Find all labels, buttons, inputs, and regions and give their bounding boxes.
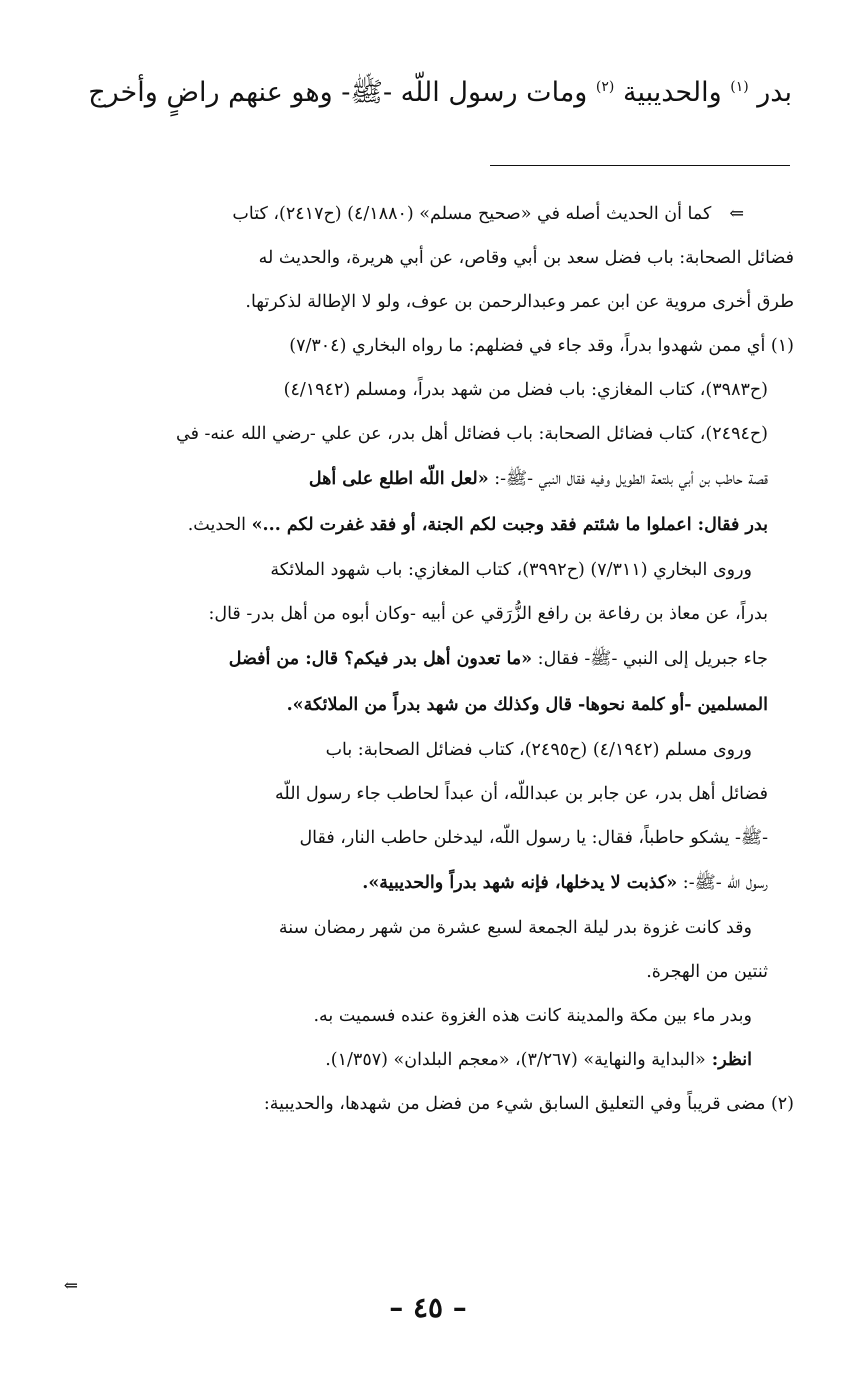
- footnote-line: فضائل الصحابة: باب فضل سعد بن أبي وقاص، عن أبي هريرة، والحديث له: [258, 248, 794, 268]
- footnote-line: بدر فقال: اعملوا ما شئتم فقد وجبت لكم الجنة، أو فقد غفرت لكم ...» الحديث.: [187, 515, 768, 535]
- footnote-line: رسول اللّه -ﷺ-: «كذبت لا يدخلها، فإنه شهد بدراً والحديبية».: [362, 873, 768, 893]
- footnote-line: ثنتين من الهجرة.: [646, 962, 768, 982]
- footnote-1-start: (١) أي ممن شهدوا بدراً، وقد جاء في فضلهم: ما رواه البخاري (٧/٣٠٤): [289, 336, 794, 356]
- hadith-quote: «لعل اللّه اطلع على أهل: [308, 469, 489, 489]
- footnote-separator: [490, 165, 790, 166]
- footnote-line: انظر: «البداية والنهاية» (٣/٢٦٧)، «معجم البلدان» (١/٣٥٧).: [325, 1050, 752, 1070]
- page-number: – ٤٥ –: [389, 1291, 467, 1324]
- footnote-line: قصة حاطب بن أبي بلتعة الطويل وفيه فقال النبي -ﷺ-: «لعل اللّه اطلع على أهل: [308, 469, 768, 489]
- footnote-line: وقد كانت غزوة بدر ليلة الجمعة لسبع عشرة من شهر رمضان سنة: [278, 918, 752, 938]
- hadith-quote: بدر فقال: اعملوا ما شئتم فقد وجبت لكم الجنة، أو فقد غفرت لكم ...»: [251, 515, 768, 535]
- footnote-line: بدراً، عن معاذ بن رفاعة بن رافع الزُّرَقي عن أبيه -وكان أبوه من أهل بدر- قال:: [208, 604, 768, 624]
- main-text: بدر $^{(١)}$ والحديبية $^{(٢)}$ ومات رسول اللّه -ﷺ- وهو عنهم راضٍ وأخرج: [88, 77, 792, 108]
- footnote-line: (ح٣٩٨٣)، كتاب المغازي: باب فضل من شهد بدراً، ومسلم (٤/١٩٤٢): [283, 380, 768, 400]
- hadith-quote: «كذبت لا يدخلها، فإنه شهد بدراً والحديبية».: [362, 873, 678, 893]
- footnote-marker: (١): [730, 79, 749, 95]
- continuation-arrow-icon: ⇐: [63, 1276, 78, 1296]
- see-label: انظر:: [705, 1050, 752, 1070]
- footnote-2-start: (٢) مضى قريباً وفي التعليق السابق شيء من فضل من شهدها، والحديبية:: [263, 1094, 794, 1114]
- footnote-marker: (٢): [595, 79, 615, 95]
- footnote-line: فضائل أهل بدر، عن جابر بن عبداللّه، أن عبداً لحاطب جاء رسول اللّه: [275, 784, 768, 804]
- footnote-line: وروى البخاري (٧/٣١١) (ح٣٩٩٢)، كتاب المغازي: باب شهود الملائكة: [270, 560, 752, 580]
- footnote-line: وروى مسلم (٤/١٩٤٢) (ح٢٤٩٥)، كتاب فضائل الصحابة: باب: [325, 740, 752, 760]
- footnote-line: وبدر ماء بين مكة والمدينة كانت هذه الغزوة عنده فسميت به.: [313, 1006, 752, 1026]
- footnote-line: ⇐كما أن الحديث أصله في «صحيح مسلم» (٤/١٨٨٠) (ح٢٤١٧)، كتاب: [232, 204, 744, 224]
- footnote-line: جاء جبريل إلى النبي -ﷺ- فقال: «ما تعدون أهل بدر فيكم؟ قال: من أفضل: [228, 649, 768, 669]
- continuation-arrow-icon: ⇐: [729, 204, 744, 224]
- footnote-line: -ﷺ- يشكو حاطباً، فقال: يا رسول اللّه، ليدخلن حاطب النار، فقال: [299, 828, 768, 848]
- hadith-quote: المسلمين -أو كلمة نحوها- قال وكذلك من شهد بدراً من الملائكة».: [286, 695, 768, 715]
- footnote-line: [62, 682, 794, 728]
- footnote-line: طرق أخرى مروية عن ابن عمر وعبدالرحمن بن عوف، ولو لا الإطالة لذكرتها.: [245, 292, 794, 312]
- hadith-quote: «ما تعدون أهل بدر فيكم؟ قال: من أفضل: [228, 649, 533, 669]
- footnote-line: (ح٢٤٩٤)، كتاب فضائل الصحابة: باب فضائل أهل بدر، عن علي -رضي الله عنه- في: [176, 424, 768, 444]
- footnotes: [62, 192, 794, 1126]
- main-text-line: [32, 64, 792, 116]
